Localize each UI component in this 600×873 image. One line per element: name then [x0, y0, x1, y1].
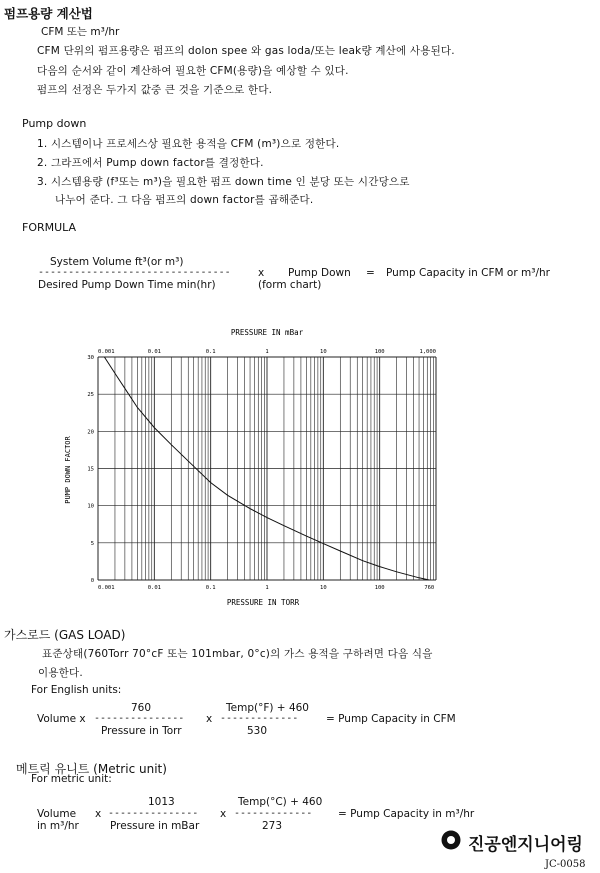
formula-times: x	[258, 267, 265, 279]
document-code: JC-0058	[545, 859, 586, 870]
x-tick-bottom-label: 100	[374, 585, 385, 591]
english-bar1: ---------------	[94, 713, 185, 724]
y-tick-label: 0	[90, 578, 94, 584]
metric-result: = Pump Capacity in m³/hr	[338, 808, 475, 820]
english-den1: Pressure in Torr	[101, 725, 182, 737]
chart-grid	[98, 357, 436, 580]
metric-times-2: x	[220, 808, 227, 820]
company-name: 진공엔지니어링	[468, 835, 583, 855]
x-tick-top-label: 1,000	[419, 349, 436, 355]
formula-fraction-bar: --------------------------------	[38, 267, 231, 278]
english-num1: 760	[131, 702, 152, 714]
chart-y-label: PUMP DOWN FACTOR	[64, 436, 72, 504]
x-tick-top-label: 0.01	[147, 349, 161, 355]
formula-denominator: Desired Pump Down Time min(hr)	[38, 279, 216, 291]
x-tick-bottom-label: 0.01	[147, 585, 161, 591]
chart-title: PRESSURE IN mBar	[230, 328, 304, 337]
x-tick-top-label: 1	[265, 349, 269, 355]
english-units-label: For English units:	[31, 684, 122, 696]
intro-line-2: 다음의 순서와 같이 계산하여 필요한 CFM(용량)을 예상할 수 있다.	[37, 65, 349, 77]
y-tick-label: 30	[87, 355, 94, 361]
metric-times-1: x	[95, 808, 102, 820]
pumpdown-step-3: 3. 시스템용량 (f³또는 m³)을 필요한 펌프 down time 인 분당 또는 시간당으로	[37, 176, 410, 188]
metric-den1: Pressure in mBar	[110, 820, 200, 832]
company-logo-icon	[440, 829, 462, 851]
metric-bar2: -------------	[234, 808, 313, 819]
x-tick-bottom-label: 1	[265, 585, 269, 591]
english-num2: Temp(°F) + 460	[226, 702, 309, 714]
y-tick-label: 10	[87, 503, 94, 510]
pumpdown-title: Pump down	[22, 117, 87, 130]
english-result: = Pump Capacity in CFM	[326, 713, 456, 725]
formula-pump-down: Pump Down	[288, 267, 351, 279]
x-tick-bottom-label: 0.001	[98, 585, 115, 591]
x-tick-top-label: 0.1	[205, 349, 216, 355]
english-bar2: -------------	[220, 713, 299, 724]
y-tick-label: 20	[87, 429, 94, 436]
y-tick-label: 25	[87, 392, 94, 399]
x-tick-bottom-label: 760	[424, 585, 435, 591]
x-tick-top-label: 0.001	[98, 349, 115, 355]
x-tick-bottom-label: 10	[320, 585, 327, 591]
formula-numerator: System Volume ft³(or m³)	[50, 256, 184, 268]
x-tick-bottom-label: 0.1	[205, 585, 216, 591]
english-den2: 530	[247, 725, 268, 737]
y-tick-label: 15	[87, 466, 94, 473]
pumpdown-step-1: 1. 시스템이나 프로세스상 필요한 용적을 CFM (m³)으로 정한다.	[37, 138, 340, 150]
english-volume: Volume x	[37, 713, 86, 725]
metric-num2: Temp(°C) + 460	[238, 796, 323, 808]
page-title: 펌프용량 계산법	[4, 6, 93, 21]
metric-units-label: For metric unit:	[31, 773, 112, 785]
gasload-line-2: 이용한다.	[38, 667, 83, 679]
formula-result: Pump Capacity in CFM or m³/hr	[386, 267, 550, 279]
x-tick-top-label: 10	[320, 349, 327, 355]
formula-form-chart: (form chart)	[258, 279, 322, 291]
intro-line-1: CFM 단위의 펌프용량은 펌프의 dolon spee 와 gas loda/또는 leak량 계산에 사용된다.	[37, 45, 455, 57]
x-tick-top-label: 100	[374, 349, 385, 355]
metric-bar1: ---------------	[108, 808, 199, 819]
metric-title: 메트릭 유니트 (Metric unit)	[16, 762, 167, 776]
pumpdown-step-2: 2. 그라프에서 Pump down factor를 결정한다.	[37, 157, 264, 169]
metric-den2: 273	[262, 820, 283, 832]
gasload-title: 가스로드 (GAS LOAD)	[4, 628, 126, 642]
formula-title: FORMULA	[22, 221, 77, 234]
chart-x-label: PRESSURE IN TORR	[226, 598, 300, 607]
pumpdown-step-3-cont: 나누어 준다. 그 다음 펌프의 down factor를 곱해준다.	[55, 194, 314, 206]
pump-down-chart	[0, 320, 600, 620]
metric-volume: Volume	[37, 808, 77, 820]
formula-equals: =	[366, 267, 375, 279]
intro-line-3: 펌프의 선정은 두가지 값중 큰 것을 기준으로 한다.	[37, 84, 273, 96]
metric-volume-unit: in m³/hr	[37, 820, 79, 832]
subtitle: CFM 또는 m³/hr	[41, 26, 120, 38]
english-times: x	[206, 713, 213, 725]
metric-num1: 1013	[148, 796, 175, 808]
y-tick-label: 5	[90, 540, 94, 547]
gasload-line-1: 표준상태(760Torr 70°cF 또는 101mbar, 0°c)의 가스 용적을 구하려면 다음 식을	[42, 648, 433, 660]
